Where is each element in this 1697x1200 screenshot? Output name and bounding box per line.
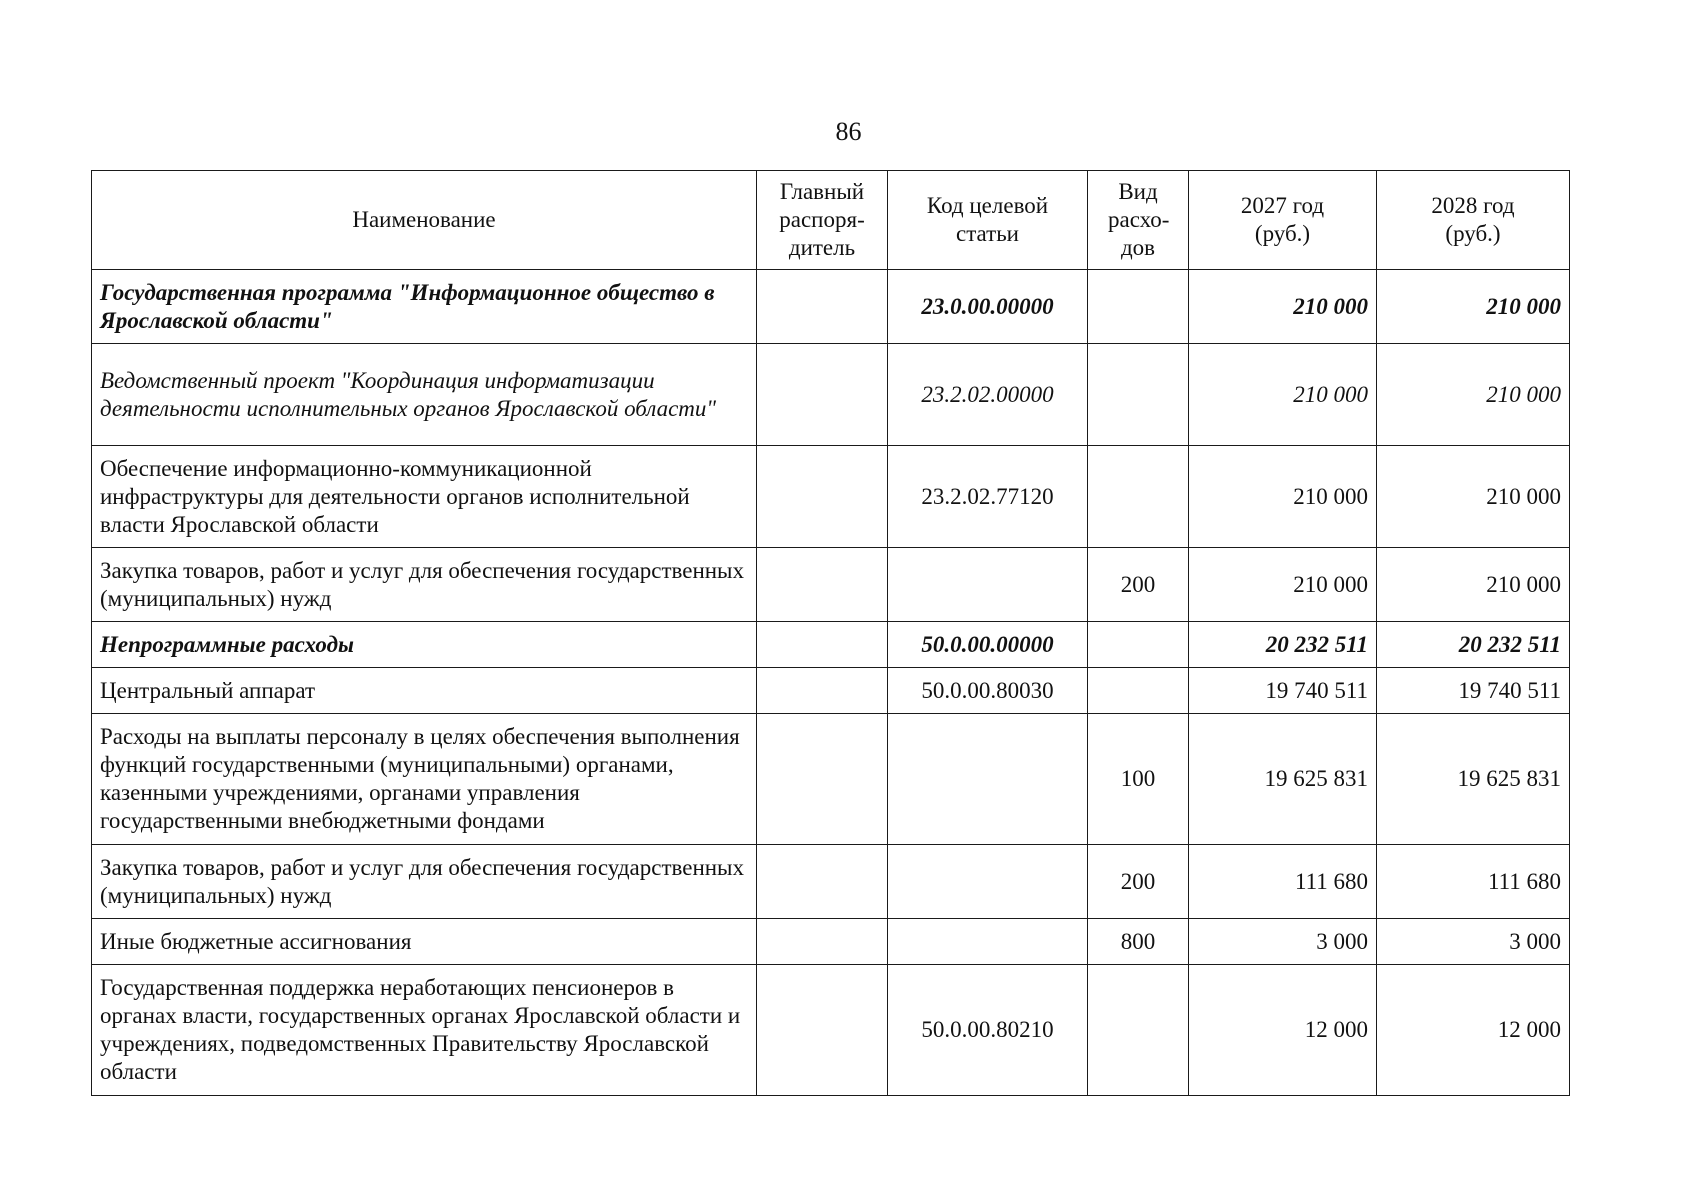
cell-2027: 20 232 511	[1189, 622, 1377, 668]
cell-2028: 210 000	[1377, 446, 1570, 548]
cell-code: 23.2.02.77120	[888, 446, 1088, 548]
cell-kind: 200	[1088, 548, 1189, 622]
cell-2028: 210 000	[1377, 270, 1570, 344]
cell-2028: 3 000	[1377, 919, 1570, 965]
cell-name: Государственная программа "Информационное общество в Ярославской области"	[92, 270, 757, 344]
cell-manager	[757, 668, 888, 714]
cell-2027: 210 000	[1189, 446, 1377, 548]
cell-code: 50.0.00.80210	[888, 965, 1088, 1096]
table-header	[92, 171, 1570, 270]
cell-name: Непрограммные расходы	[92, 622, 757, 668]
budget-table	[91, 170, 1570, 1096]
cell-2027: 210 000	[1189, 270, 1377, 344]
cell-manager	[757, 548, 888, 622]
cell-name: Закупка товаров, работ и услуг для обеспечения государственных (муниципальных) нужд	[92, 548, 757, 622]
cell-code: 23.2.02.00000	[888, 344, 1088, 446]
page-number: 86	[835, 117, 862, 146]
cell-2027: 3 000	[1189, 919, 1377, 965]
cell-manager	[757, 714, 888, 845]
table-row	[92, 919, 1570, 965]
cell-manager	[757, 270, 888, 344]
cell-kind	[1088, 965, 1189, 1096]
cell-code: 23.0.00.00000	[888, 270, 1088, 344]
header-manager: Главный распоря-дитель	[757, 171, 888, 270]
cell-kind: 200	[1088, 845, 1189, 919]
cell-name: Государственная поддержка неработающих пенсионеров в органах власти, государственных органах Ярославской области и учреждениях, подведомственных Правительству Ярославской области	[92, 965, 757, 1096]
cell-kind	[1088, 446, 1189, 548]
cell-kind	[1088, 270, 1189, 344]
table-body	[92, 270, 1570, 1096]
header-2028: 2028 год (руб.)	[1377, 171, 1570, 270]
table-row	[92, 622, 1570, 668]
cell-name: Закупка товаров, работ и услуг для обеспечения государственных (муниципальных) нужд	[92, 845, 757, 919]
cell-2028: 12 000	[1377, 965, 1570, 1096]
cell-kind	[1088, 622, 1189, 668]
cell-manager	[757, 622, 888, 668]
table-row	[92, 714, 1570, 845]
header-2027: 2027 год (руб.)	[1189, 171, 1377, 270]
cell-manager	[757, 919, 888, 965]
cell-name: Обеспечение информационно-коммуникационной инфраструктуры для деятельности органов исполнительной власти Ярославской области	[92, 446, 757, 548]
header-code: Код целевой статьи	[888, 171, 1088, 270]
cell-2027: 12 000	[1189, 965, 1377, 1096]
cell-manager	[757, 845, 888, 919]
table-row	[92, 446, 1570, 548]
cell-2027: 19 625 831	[1189, 714, 1377, 845]
cell-manager	[757, 965, 888, 1096]
table-row	[92, 965, 1570, 1096]
cell-2027: 210 000	[1189, 344, 1377, 446]
cell-2028: 210 000	[1377, 548, 1570, 622]
cell-name: Центральный аппарат	[92, 668, 757, 714]
header-row	[92, 171, 1570, 270]
header-kind: Вид расхо-дов	[1088, 171, 1189, 270]
cell-2028: 19 740 511	[1377, 668, 1570, 714]
header-name: Наименование	[92, 171, 757, 270]
cell-code: 50.0.00.00000	[888, 622, 1088, 668]
cell-2028: 210 000	[1377, 344, 1570, 446]
cell-code	[888, 919, 1088, 965]
cell-kind	[1088, 344, 1189, 446]
table-row	[92, 668, 1570, 714]
cell-2028: 111 680	[1377, 845, 1570, 919]
cell-kind: 100	[1088, 714, 1189, 845]
cell-kind	[1088, 668, 1189, 714]
cell-name: Расходы на выплаты персоналу в целях обеспечения выполнения функций государственными (муниципальными) органами, казенными учреждениями, органами управления государственными внебюджетными фондами	[92, 714, 757, 845]
cell-code	[888, 845, 1088, 919]
cell-manager	[757, 344, 888, 446]
cell-2027: 19 740 511	[1189, 668, 1377, 714]
cell-kind: 800	[1088, 919, 1189, 965]
cell-2028: 19 625 831	[1377, 714, 1570, 845]
cell-code	[888, 714, 1088, 845]
table-row	[92, 270, 1570, 344]
table-row	[92, 548, 1570, 622]
table-row	[92, 845, 1570, 919]
cell-code	[888, 548, 1088, 622]
cell-name: Ведомственный проект "Координация информатизации деятельности исполнительных органов Ярославской области"	[92, 344, 757, 446]
cell-2028: 20 232 511	[1377, 622, 1570, 668]
cell-2027: 210 000	[1189, 548, 1377, 622]
cell-manager	[757, 446, 888, 548]
cell-code: 50.0.00.80030	[888, 668, 1088, 714]
table-row	[92, 344, 1570, 446]
cell-2027: 111 680	[1189, 845, 1377, 919]
cell-name: Иные бюджетные ассигнования	[92, 919, 757, 965]
